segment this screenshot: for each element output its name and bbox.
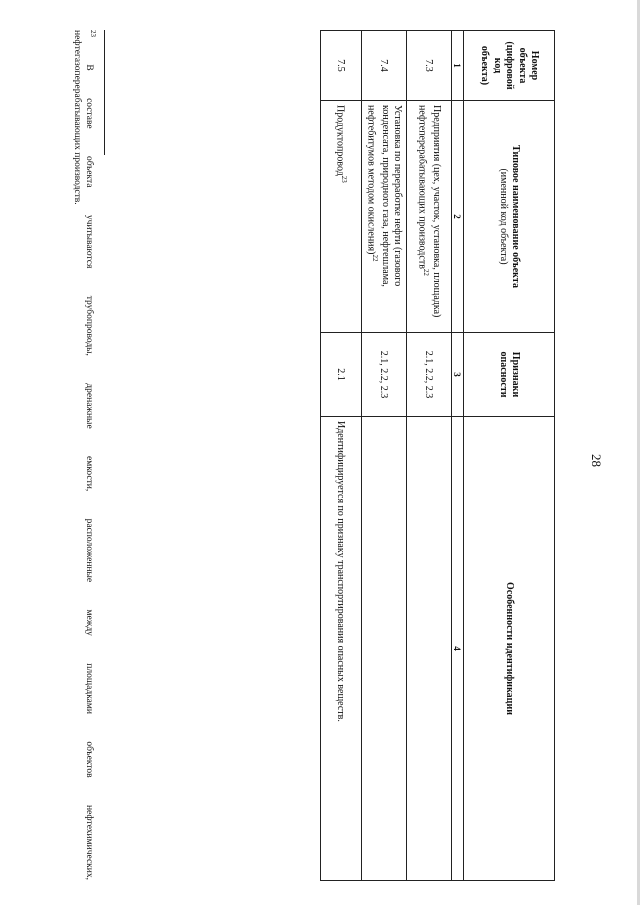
footnote-ref: 23 bbox=[340, 175, 349, 183]
rotated-page bbox=[50, 22, 610, 887]
object-name: Продуктопровод$^{23}$ bbox=[321, 101, 362, 333]
identification-features bbox=[362, 417, 407, 881]
hazard-signs: 2.1, 2.2, 2.3 bbox=[407, 333, 452, 417]
column-number: 2 bbox=[452, 101, 464, 333]
object-code: 7.4 bbox=[362, 31, 407, 101]
table-header-row bbox=[464, 31, 555, 881]
object-code: 7.5 bbox=[321, 31, 362, 101]
header-hazard-signs: Признаки опасности bbox=[464, 333, 555, 417]
identification-features: Идентифицируется по признаку транспортирования опасных веществ. bbox=[321, 417, 362, 881]
hazard-signs: 2.1 bbox=[321, 333, 362, 417]
hazard-signs: 2.1, 2.2, 2.3 bbox=[362, 333, 407, 417]
object-code: 7.3 bbox=[407, 31, 452, 101]
header-object-name: Типовое наименование объекта (именной код объекта) bbox=[464, 101, 555, 333]
table-row bbox=[321, 31, 362, 881]
column-number: 4 bbox=[452, 417, 464, 881]
page-number: 28 bbox=[589, 454, 604, 467]
column-number: 1 bbox=[452, 31, 464, 101]
identification-features bbox=[407, 417, 452, 881]
table-row bbox=[407, 31, 452, 881]
footnote-marker: 23 bbox=[89, 30, 97, 37]
table-row bbox=[362, 31, 407, 881]
object-name: Предприятия (цех, участок, установка, площадка) нефтеперерабатывающих производств$^{22}$ bbox=[407, 101, 452, 333]
column-number: 3 bbox=[452, 333, 464, 417]
header-identification-features: Особенности идентификации bbox=[464, 417, 555, 881]
column-number-row bbox=[452, 31, 464, 881]
footnote-ref: 22 bbox=[371, 254, 380, 262]
footnote-continuation: нефтегазоперерабатывающих производств. bbox=[72, 30, 82, 205]
object-name: Установка по переработке нефти (газового конденсата, природного газа, нефтешлама, нефтебитумов методом окисления)$^{22}$ bbox=[362, 101, 407, 333]
footnote-separator bbox=[104, 30, 105, 155]
footnote-ref: 22 bbox=[422, 268, 431, 276]
footnote-text: $^{23}$ В составе объекта учитываются трубопроводы, дренажные емкости, расположенные между площадками объектов нефтехимических, bbox=[83, 30, 97, 880]
identification-table bbox=[320, 30, 555, 881]
header-object-number: Номер объекта (цифровой код объекта) bbox=[464, 31, 555, 101]
